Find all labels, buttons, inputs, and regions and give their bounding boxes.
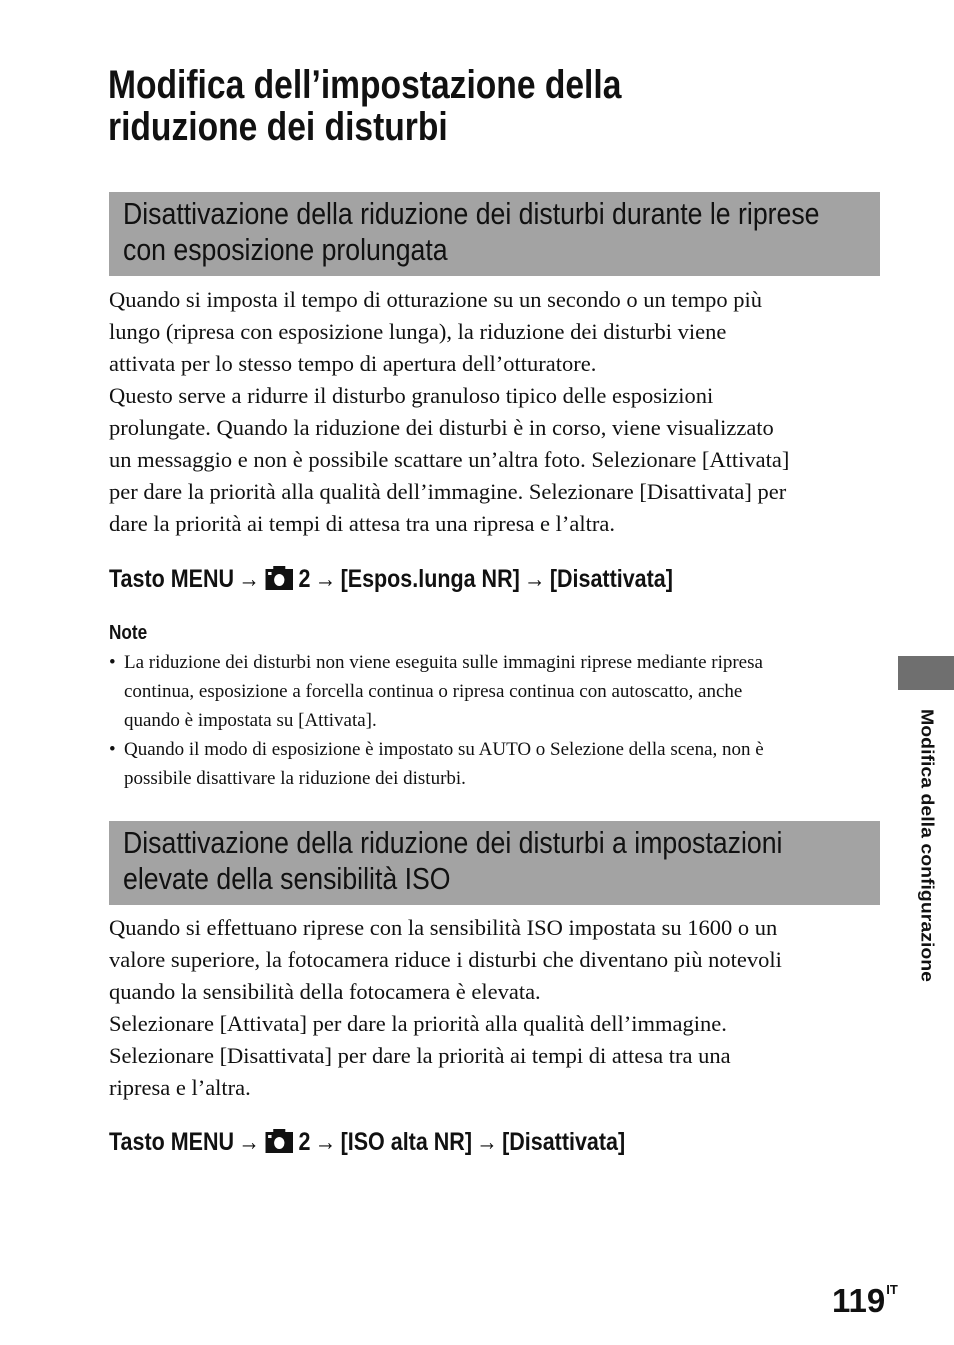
menu-page-number: 2 — [298, 565, 311, 593]
note-line: possibile disattivare la riduzione dei disturbi. — [124, 768, 466, 789]
camera-icon — [266, 566, 294, 597]
section-2-heading-line-1: Disattivazione della riduzione dei disturbi a impostazioni — [123, 825, 783, 860]
body-line: ripresa e l’altra. — [109, 1075, 251, 1100]
notes-heading: Note — [109, 622, 148, 644]
section-2-heading — [109, 821, 880, 905]
section-2-body — [109, 912, 782, 1104]
body-line: per dare la priorità alla qualità dell’immagine. Selezionare [Disattivata] per — [109, 479, 787, 504]
section-1-heading — [109, 192, 880, 276]
arrow-right-icon: → — [476, 1128, 498, 1156]
page-number-value: 119 — [832, 1282, 886, 1319]
menu-page-number: 2 — [298, 1128, 311, 1156]
chapter-label: Modifica della configurazione — [917, 709, 937, 983]
chapter-tab — [898, 656, 954, 690]
page-number — [832, 1270, 898, 1321]
menu-value: [Disattivata] — [549, 565, 673, 593]
arrow-right-icon: → — [314, 1128, 337, 1156]
section-1-body — [109, 284, 789, 540]
section-1-heading-line-1: Disattivazione della riduzione dei disturbi durante le riprese — [123, 196, 820, 231]
body-line: Selezionare [Disattivata] per dare la priorità ai tempi di attesa tra una — [109, 1043, 731, 1068]
section-2-heading-line-2: elevate della sensibilità ISO — [123, 861, 451, 896]
page-title-line-1: Modifica dell’impostazione della — [108, 63, 622, 107]
menu-value: [Disattivata] — [502, 1128, 626, 1156]
arrow-right-icon: → — [314, 565, 337, 593]
body-line: Selezionare [Attivata] per dare la priorità alla qualità dell’immagine. — [109, 1011, 727, 1036]
body-line: Quando si effettuano riprese con la sensibilità ISO impostata su 1600 o un — [109, 915, 778, 940]
bullet: • — [109, 739, 116, 760]
menu-button-label: Tasto MENU — [109, 1128, 235, 1156]
arrow-right-icon: → — [238, 1128, 260, 1156]
section-1-menu-path — [109, 564, 673, 597]
body-line: Questo serve a ridurre il disturbo granuloso tipico delle esposizioni — [109, 383, 714, 408]
note-line: La riduzione dei disturbi non viene eseguita sulle immagini riprese mediante ripresa — [124, 652, 763, 673]
bullet: • — [109, 652, 116, 673]
page-title-line-2: riduzione dei disturbi — [108, 105, 448, 149]
body-line: valore superiore, la fotocamera riduce i disturbi che diventano più notevoli — [109, 947, 782, 972]
camera-icon — [266, 1129, 294, 1160]
body-line: lungo (ripresa con esposizione lunga), la riduzione dei disturbi viene — [109, 319, 727, 344]
note-line: continua, esposizione a forcella continua o ripresa continua con autoscatto, anche — [124, 681, 743, 702]
menu-item: [ISO alta NR] — [340, 1128, 472, 1156]
note-line: quando è impostata su [Attivata]. — [124, 710, 377, 731]
language-code: IT — [886, 1282, 898, 1297]
page-title — [108, 64, 746, 148]
section-1-heading-line-2: con esposizione prolungata — [123, 232, 448, 267]
arrow-right-icon: → — [524, 565, 546, 593]
section-2-menu-path — [109, 1127, 625, 1160]
body-line: dare la priorità ai tempi di attesa tra una ripresa e l’altra. — [109, 511, 616, 536]
notes-list — [109, 648, 764, 793]
body-line: un messaggio e non è possibile scattare un’altra foto. Selezionare [Attivata] — [109, 447, 790, 472]
note-line: Quando il modo di esposizione è impostato su AUTO o Selezione della scena, non è — [124, 739, 764, 760]
note-item — [109, 648, 764, 735]
arrow-right-icon: → — [238, 565, 260, 593]
menu-item: [Espos.lunga NR] — [340, 565, 520, 593]
note-item — [109, 735, 764, 793]
body-line: prolungate. Quando la riduzione dei disturbi è in corso, viene visualizzato — [109, 415, 774, 440]
body-line: attivata per lo stesso tempo di apertura dell’otturatore. — [109, 351, 597, 376]
menu-button-label: Tasto MENU — [109, 565, 235, 593]
body-line: Quando si imposta il tempo di otturazione su un secondo o un tempo più — [109, 287, 763, 312]
body-line: quando la sensibilità della fotocamera è elevata. — [109, 979, 541, 1004]
